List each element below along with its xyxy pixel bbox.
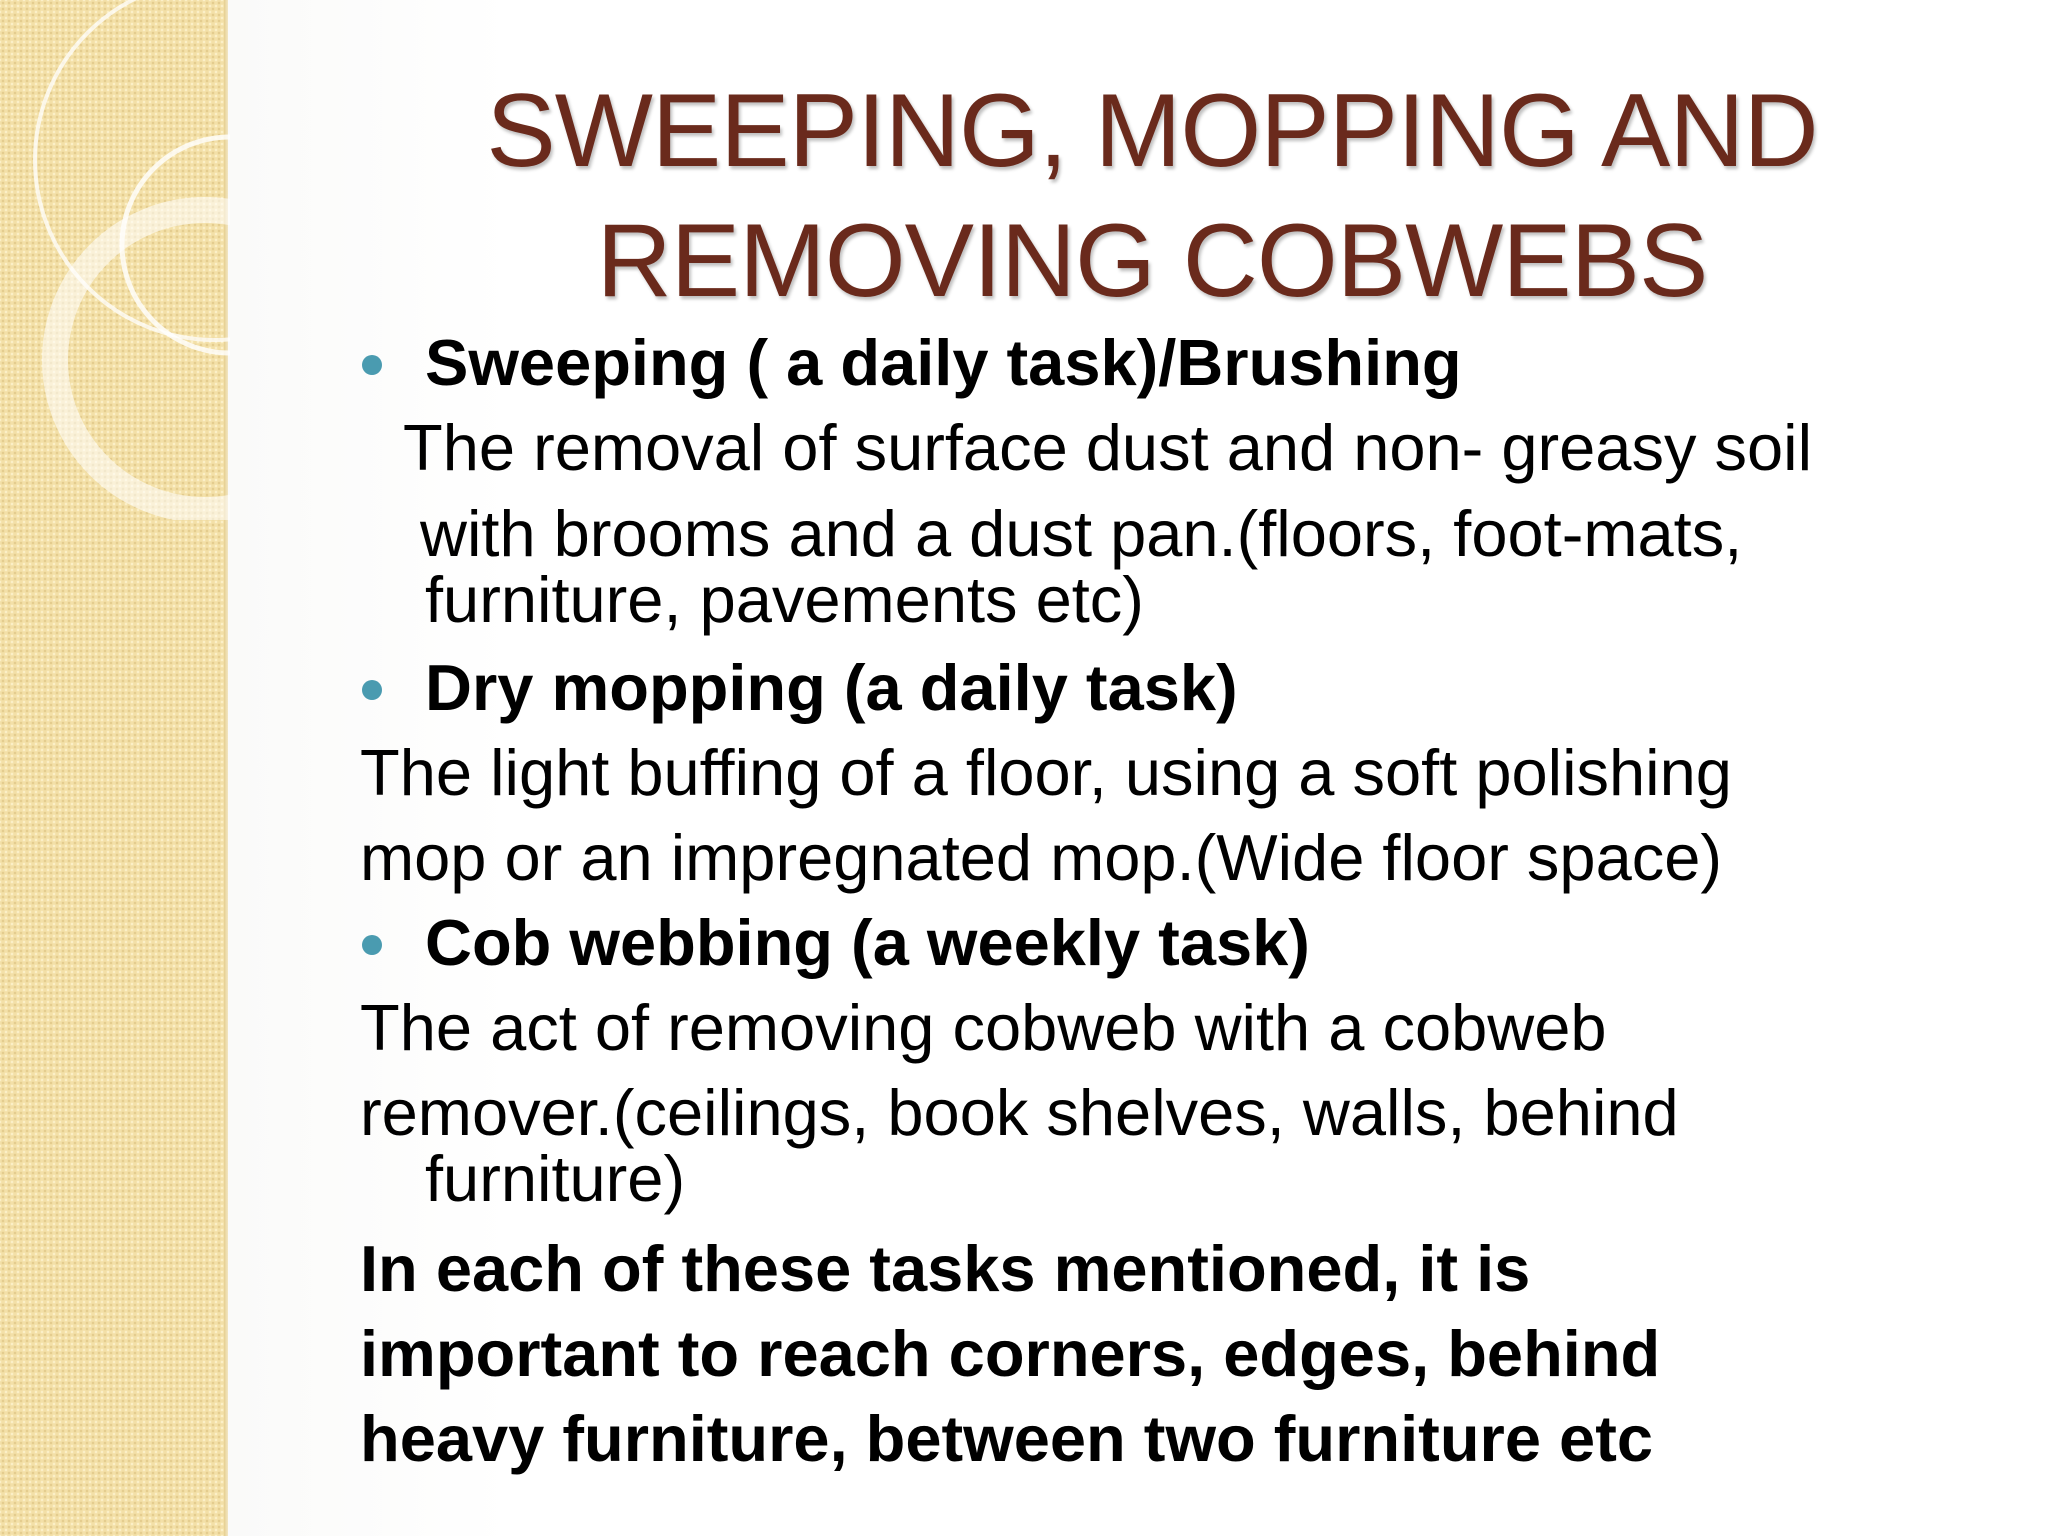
- bullet-dot-1: [362, 355, 382, 375]
- sweeping-text-line-2: with brooms and a dust pan.(floors, foot-mats,: [420, 497, 1743, 570]
- bullet-heading-cob-webbing: Cob webbing (a weekly task): [425, 906, 1310, 979]
- bullet-heading-dry-mopping: Dry mopping (a daily task): [425, 651, 1238, 724]
- cob-webbing-text-line-3: furniture): [425, 1142, 686, 1215]
- cob-webbing-text-line-2: remover.(ceilings, book shelves, walls, behind: [360, 1076, 1679, 1149]
- conclusion-line-3: heavy furniture, between two furniture etc: [360, 1402, 1653, 1475]
- sweeping-text-line-3: furniture, pavements etc): [425, 563, 1144, 636]
- dry-mopping-text-line-2: mop or an impregnated mop.(Wide floor space): [360, 821, 1723, 894]
- cob-webbing-text-line-1: The act of removing cobweb with a cobweb: [360, 991, 1607, 1064]
- title-line-2: REMOVING COBWEBS: [596, 203, 1708, 319]
- bullet-dot-3: [362, 935, 382, 955]
- conclusion-line-1: In each of these tasks mentioned, it is: [360, 1232, 1531, 1305]
- dry-mopping-text-line-1: The light buffing of a floor, using a soft polishing: [360, 736, 1732, 809]
- bullet-heading-sweeping: Sweeping ( a daily task)/Brushing: [425, 326, 1462, 399]
- title-line-1: SWEEPING, MOPPING AND: [486, 73, 1818, 189]
- bullet-dot-2: [362, 680, 382, 700]
- sweeping-text-line-1: The removal of surface dust and non- greasy soil: [403, 411, 1813, 484]
- conclusion-line-2: important to reach corners, edges, behind: [360, 1317, 1661, 1390]
